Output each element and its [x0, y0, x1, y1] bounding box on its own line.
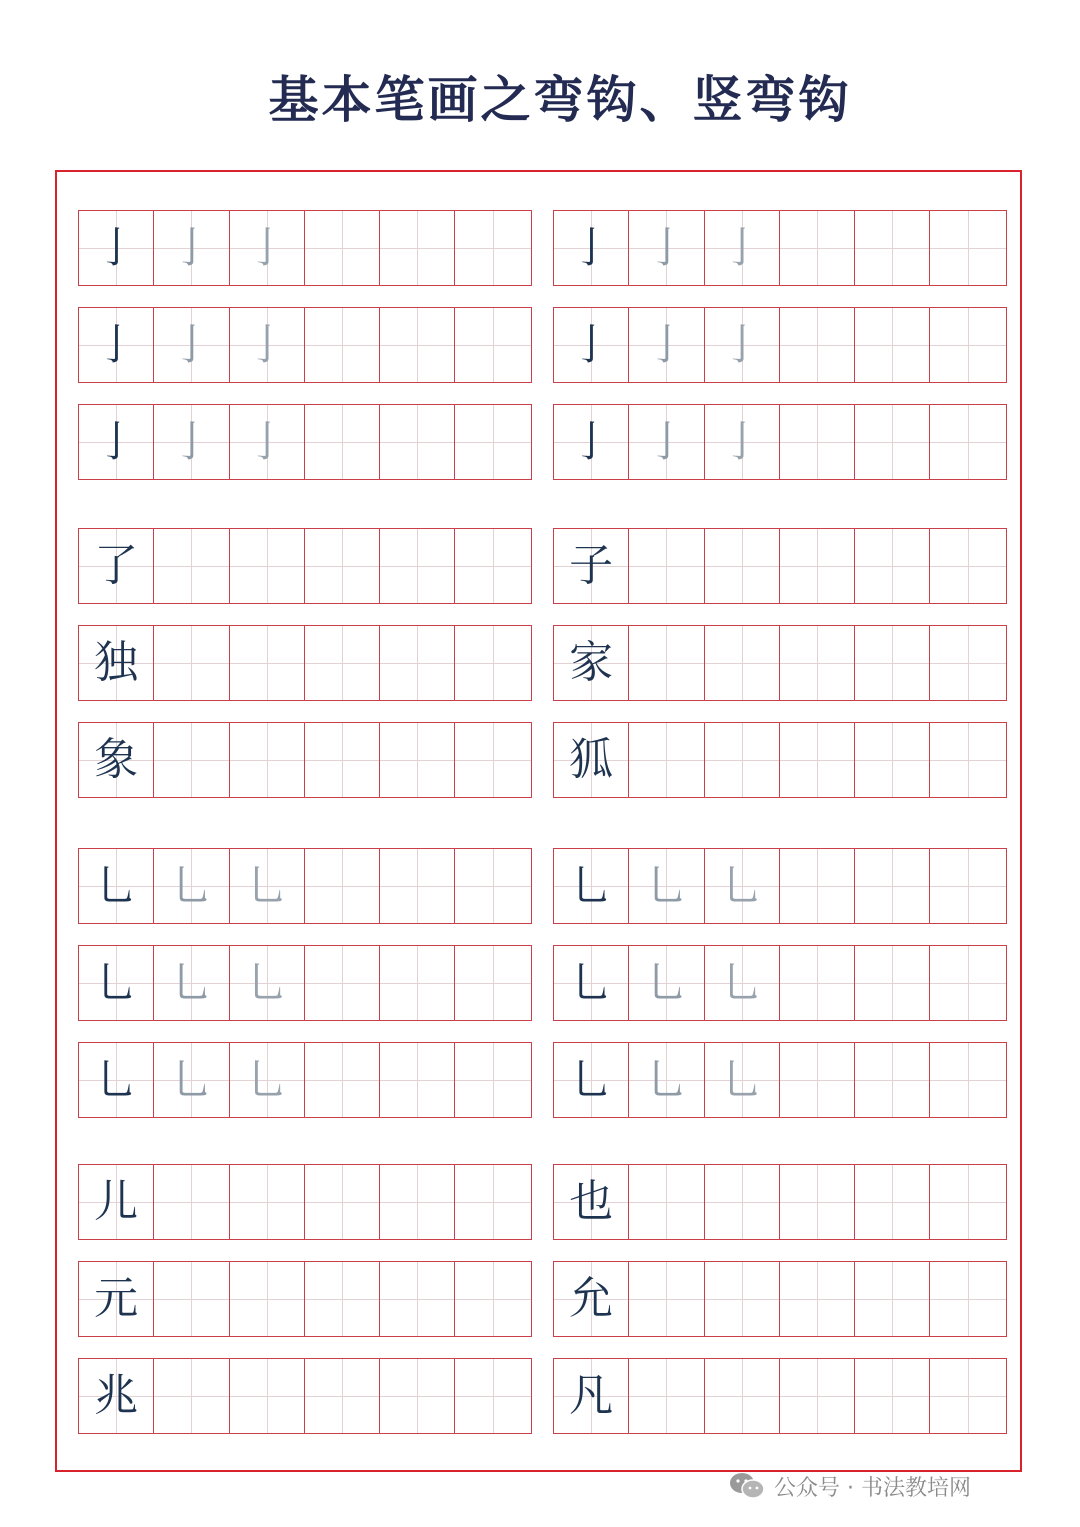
tianzige-cell [79, 849, 154, 923]
tianzige-cell [79, 1043, 154, 1117]
tianzige-cell [380, 211, 455, 285]
tianzige-cell [154, 529, 229, 603]
tianzige-cell [305, 1165, 380, 1239]
model-character: 允 [569, 1273, 614, 1324]
page-title: 基本笔画之弯钩、竖弯钩 [268, 71, 852, 129]
tianzige-cell [380, 1359, 455, 1433]
tianzige-cell [305, 1359, 380, 1433]
tianzige-cell [629, 308, 704, 382]
trace-character: 亅 [170, 320, 213, 369]
tianzige-cell [455, 946, 530, 1020]
tianzige-cell [230, 1043, 305, 1117]
tianzige-cell [554, 211, 629, 285]
tianzige-cell [780, 1165, 855, 1239]
practice-row [553, 528, 1007, 604]
tianzige-cell [380, 723, 455, 797]
practice-row [78, 404, 532, 480]
tianzige-cell [930, 849, 1005, 923]
tianzige-cell [705, 849, 780, 923]
tianzige-cell [455, 211, 530, 285]
tianzige-cell [855, 723, 930, 797]
tianzige-cell [380, 626, 455, 700]
model-character: 家 [569, 637, 614, 688]
tianzige-cell [455, 626, 530, 700]
tianzige-cell [780, 946, 855, 1020]
tianzige-cell [629, 946, 704, 1020]
tianzige-cell [705, 1165, 780, 1239]
trace-character: 亅 [245, 223, 288, 272]
tianzige-cell [154, 405, 229, 479]
tianzige-cell [855, 1165, 930, 1239]
trace-character: 亅 [645, 223, 688, 272]
tianzige-cell [629, 1165, 704, 1239]
tianzige-cell [554, 946, 629, 1020]
practice-row [553, 722, 1007, 798]
trace-character: 亅 [170, 417, 213, 466]
model-character: 亅 [95, 320, 138, 369]
watermark [728, 1466, 971, 1506]
tianzige-cell [380, 529, 455, 603]
tianzige-cell [930, 211, 1005, 285]
practice-row [553, 1042, 1007, 1118]
tianzige-cell [554, 626, 629, 700]
trace-character: 乚 [170, 861, 213, 910]
tianzige-cell [780, 308, 855, 382]
model-character: 亅 [95, 223, 138, 272]
trace-character: 亅 [720, 223, 763, 272]
tianzige-cell [930, 405, 1005, 479]
tianzige-cell [855, 946, 930, 1020]
trace-character: 亅 [720, 320, 763, 369]
tianzige-cell [554, 1043, 629, 1117]
trace-character: 乚 [245, 958, 288, 1007]
tianzige-cell [380, 405, 455, 479]
wechat-icon [728, 1471, 766, 1501]
tianzige-cell [230, 405, 305, 479]
tianzige-cell [455, 723, 530, 797]
tianzige-cell [230, 946, 305, 1020]
trace-character: 乚 [170, 1055, 213, 1104]
practice-row [78, 1042, 532, 1118]
tianzige-cell [154, 1359, 229, 1433]
tianzige-cell [780, 1359, 855, 1433]
tianzige-cell [380, 1165, 455, 1239]
practice-row [553, 1261, 1007, 1337]
model-character: 亅 [95, 417, 138, 466]
tianzige-cell [380, 1262, 455, 1336]
tianzige-cell [780, 849, 855, 923]
tianzige-cell [855, 849, 930, 923]
tianzige-cell [629, 529, 704, 603]
tianzige-cell [230, 211, 305, 285]
trace-character: 乚 [645, 1055, 688, 1104]
trace-character: 亅 [645, 417, 688, 466]
tianzige-cell [705, 1262, 780, 1336]
tianzige-cell [780, 1043, 855, 1117]
tianzige-cell [230, 849, 305, 923]
model-character: 元 [94, 1273, 139, 1324]
trace-character: 乚 [720, 958, 763, 1007]
tianzige-cell [629, 1043, 704, 1117]
tianzige-cell [780, 1262, 855, 1336]
tianzige-cell [380, 946, 455, 1020]
trace-character: 乚 [720, 861, 763, 910]
model-character: 子 [569, 540, 614, 591]
trace-character: 亅 [245, 417, 288, 466]
tianzige-cell [629, 1359, 704, 1433]
tianzige-cell [455, 529, 530, 603]
tianzige-cell [930, 1359, 1005, 1433]
practice-row [78, 722, 532, 798]
tianzige-cell [79, 723, 154, 797]
practice-row [78, 625, 532, 701]
tianzige-cell [79, 946, 154, 1020]
tianzige-cell [154, 723, 229, 797]
tianzige-cell [629, 211, 704, 285]
tianzige-cell [705, 1043, 780, 1117]
practice-row [78, 1164, 532, 1240]
tianzige-cell [79, 1165, 154, 1239]
tianzige-cell [79, 308, 154, 382]
tianzige-cell [154, 946, 229, 1020]
trace-character: 乚 [645, 958, 688, 1007]
tianzige-cell [705, 405, 780, 479]
tianzige-cell [230, 529, 305, 603]
model-character: 了 [94, 540, 139, 591]
tianzige-cell [554, 308, 629, 382]
tianzige-cell [705, 626, 780, 700]
tianzige-cell [455, 1359, 530, 1433]
tianzige-cell [554, 849, 629, 923]
practice-row [553, 1164, 1007, 1240]
tianzige-cell [380, 849, 455, 923]
tianzige-cell [780, 723, 855, 797]
tianzige-cell [930, 1165, 1005, 1239]
tianzige-cell [855, 1043, 930, 1117]
tianzige-cell [455, 308, 530, 382]
tianzige-cell [380, 1043, 455, 1117]
tianzige-cell [455, 1262, 530, 1336]
tianzige-cell [705, 1359, 780, 1433]
tianzige-cell [705, 308, 780, 382]
tianzige-cell [930, 626, 1005, 700]
tianzige-cell [855, 308, 930, 382]
tianzige-cell [705, 529, 780, 603]
trace-character: 乚 [720, 1055, 763, 1104]
practice-row [553, 1358, 1007, 1434]
practice-row [78, 1261, 532, 1337]
tianzige-cell [780, 626, 855, 700]
model-character: 乚 [570, 958, 613, 1007]
tianzige-cell [554, 1165, 629, 1239]
tianzige-cell [154, 849, 229, 923]
tianzige-cell [855, 211, 930, 285]
trace-character: 亅 [645, 320, 688, 369]
trace-character: 亅 [170, 223, 213, 272]
tianzige-cell [855, 1359, 930, 1433]
tianzige-cell [305, 308, 380, 382]
model-character: 亅 [570, 417, 613, 466]
model-character: 乚 [570, 861, 613, 910]
tianzige-cell [455, 405, 530, 479]
tianzige-cell [930, 723, 1005, 797]
model-character: 亅 [570, 320, 613, 369]
trace-character: 亅 [245, 320, 288, 369]
model-character: 象 [94, 734, 139, 785]
tianzige-cell [79, 1262, 154, 1336]
tianzige-cell [230, 1165, 305, 1239]
tianzige-cell [930, 1262, 1005, 1336]
tianzige-cell [79, 211, 154, 285]
tianzige-cell [305, 1262, 380, 1336]
model-character: 乚 [95, 1055, 138, 1104]
tianzige-cell [305, 529, 380, 603]
practice-row [553, 625, 1007, 701]
tianzige-cell [455, 849, 530, 923]
tianzige-cell [79, 1359, 154, 1433]
model-character: 儿 [94, 1176, 139, 1227]
tianzige-cell [305, 849, 380, 923]
tianzige-cell [930, 308, 1005, 382]
tianzige-cell [305, 723, 380, 797]
tianzige-cell [554, 529, 629, 603]
tianzige-cell [629, 1262, 704, 1336]
tianzige-cell [305, 405, 380, 479]
tianzige-cell [629, 405, 704, 479]
practice-row [553, 307, 1007, 383]
practice-row [78, 528, 532, 604]
watermark-text: 公众号 · 书法教培网 [774, 1475, 971, 1501]
model-character: 也 [569, 1176, 614, 1227]
model-character: 乚 [570, 1055, 613, 1104]
tianzige-cell [554, 1359, 629, 1433]
tianzige-cell [705, 211, 780, 285]
practice-row [553, 404, 1007, 480]
tianzige-cell [154, 211, 229, 285]
tianzige-cell [930, 1043, 1005, 1117]
tianzige-cell [455, 1043, 530, 1117]
tianzige-cell [780, 211, 855, 285]
practice-row [553, 945, 1007, 1021]
tianzige-cell [455, 1165, 530, 1239]
tianzige-cell [230, 626, 305, 700]
practice-row [553, 848, 1007, 924]
tianzige-cell [230, 723, 305, 797]
tianzige-cell [930, 946, 1005, 1020]
tianzige-cell [629, 723, 704, 797]
tianzige-cell [305, 626, 380, 700]
tianzige-cell [230, 1262, 305, 1336]
tianzige-cell [780, 529, 855, 603]
tianzige-cell [154, 1165, 229, 1239]
model-character: 狐 [569, 734, 614, 785]
tianzige-cell [154, 308, 229, 382]
practice-row [78, 945, 532, 1021]
trace-character: 乚 [245, 1055, 288, 1104]
tianzige-cell [154, 626, 229, 700]
tianzige-cell [154, 1043, 229, 1117]
tianzige-cell [629, 626, 704, 700]
practice-row [78, 210, 532, 286]
tianzige-cell [305, 946, 380, 1020]
tianzige-cell [230, 308, 305, 382]
model-character: 乚 [95, 861, 138, 910]
tianzige-cell [230, 1359, 305, 1433]
tianzige-cell [705, 946, 780, 1020]
model-character: 兆 [94, 1370, 139, 1421]
tianzige-cell [554, 723, 629, 797]
model-character: 亅 [570, 223, 613, 272]
tianzige-cell [855, 1262, 930, 1336]
trace-character: 乚 [170, 958, 213, 1007]
tianzige-cell [305, 211, 380, 285]
trace-character: 乚 [245, 861, 288, 910]
practice-row [78, 848, 532, 924]
tianzige-cell [79, 529, 154, 603]
tianzige-cell [380, 308, 455, 382]
trace-character: 亅 [720, 417, 763, 466]
model-character: 凡 [569, 1370, 614, 1421]
tianzige-cell [554, 405, 629, 479]
tianzige-cell [629, 849, 704, 923]
tianzige-cell [154, 1262, 229, 1336]
tianzige-cell [554, 1262, 629, 1336]
practice-row [553, 210, 1007, 286]
tianzige-cell [705, 723, 780, 797]
tianzige-cell [79, 626, 154, 700]
practice-row [78, 1358, 532, 1434]
trace-character: 乚 [645, 861, 688, 910]
tianzige-cell [855, 529, 930, 603]
model-character: 独 [94, 637, 139, 688]
model-character: 乚 [95, 958, 138, 1007]
tianzige-cell [305, 1043, 380, 1117]
tianzige-cell [79, 405, 154, 479]
tianzige-cell [780, 405, 855, 479]
practice-row [78, 307, 532, 383]
tianzige-cell [855, 405, 930, 479]
tianzige-cell [930, 529, 1005, 603]
tianzige-cell [855, 626, 930, 700]
